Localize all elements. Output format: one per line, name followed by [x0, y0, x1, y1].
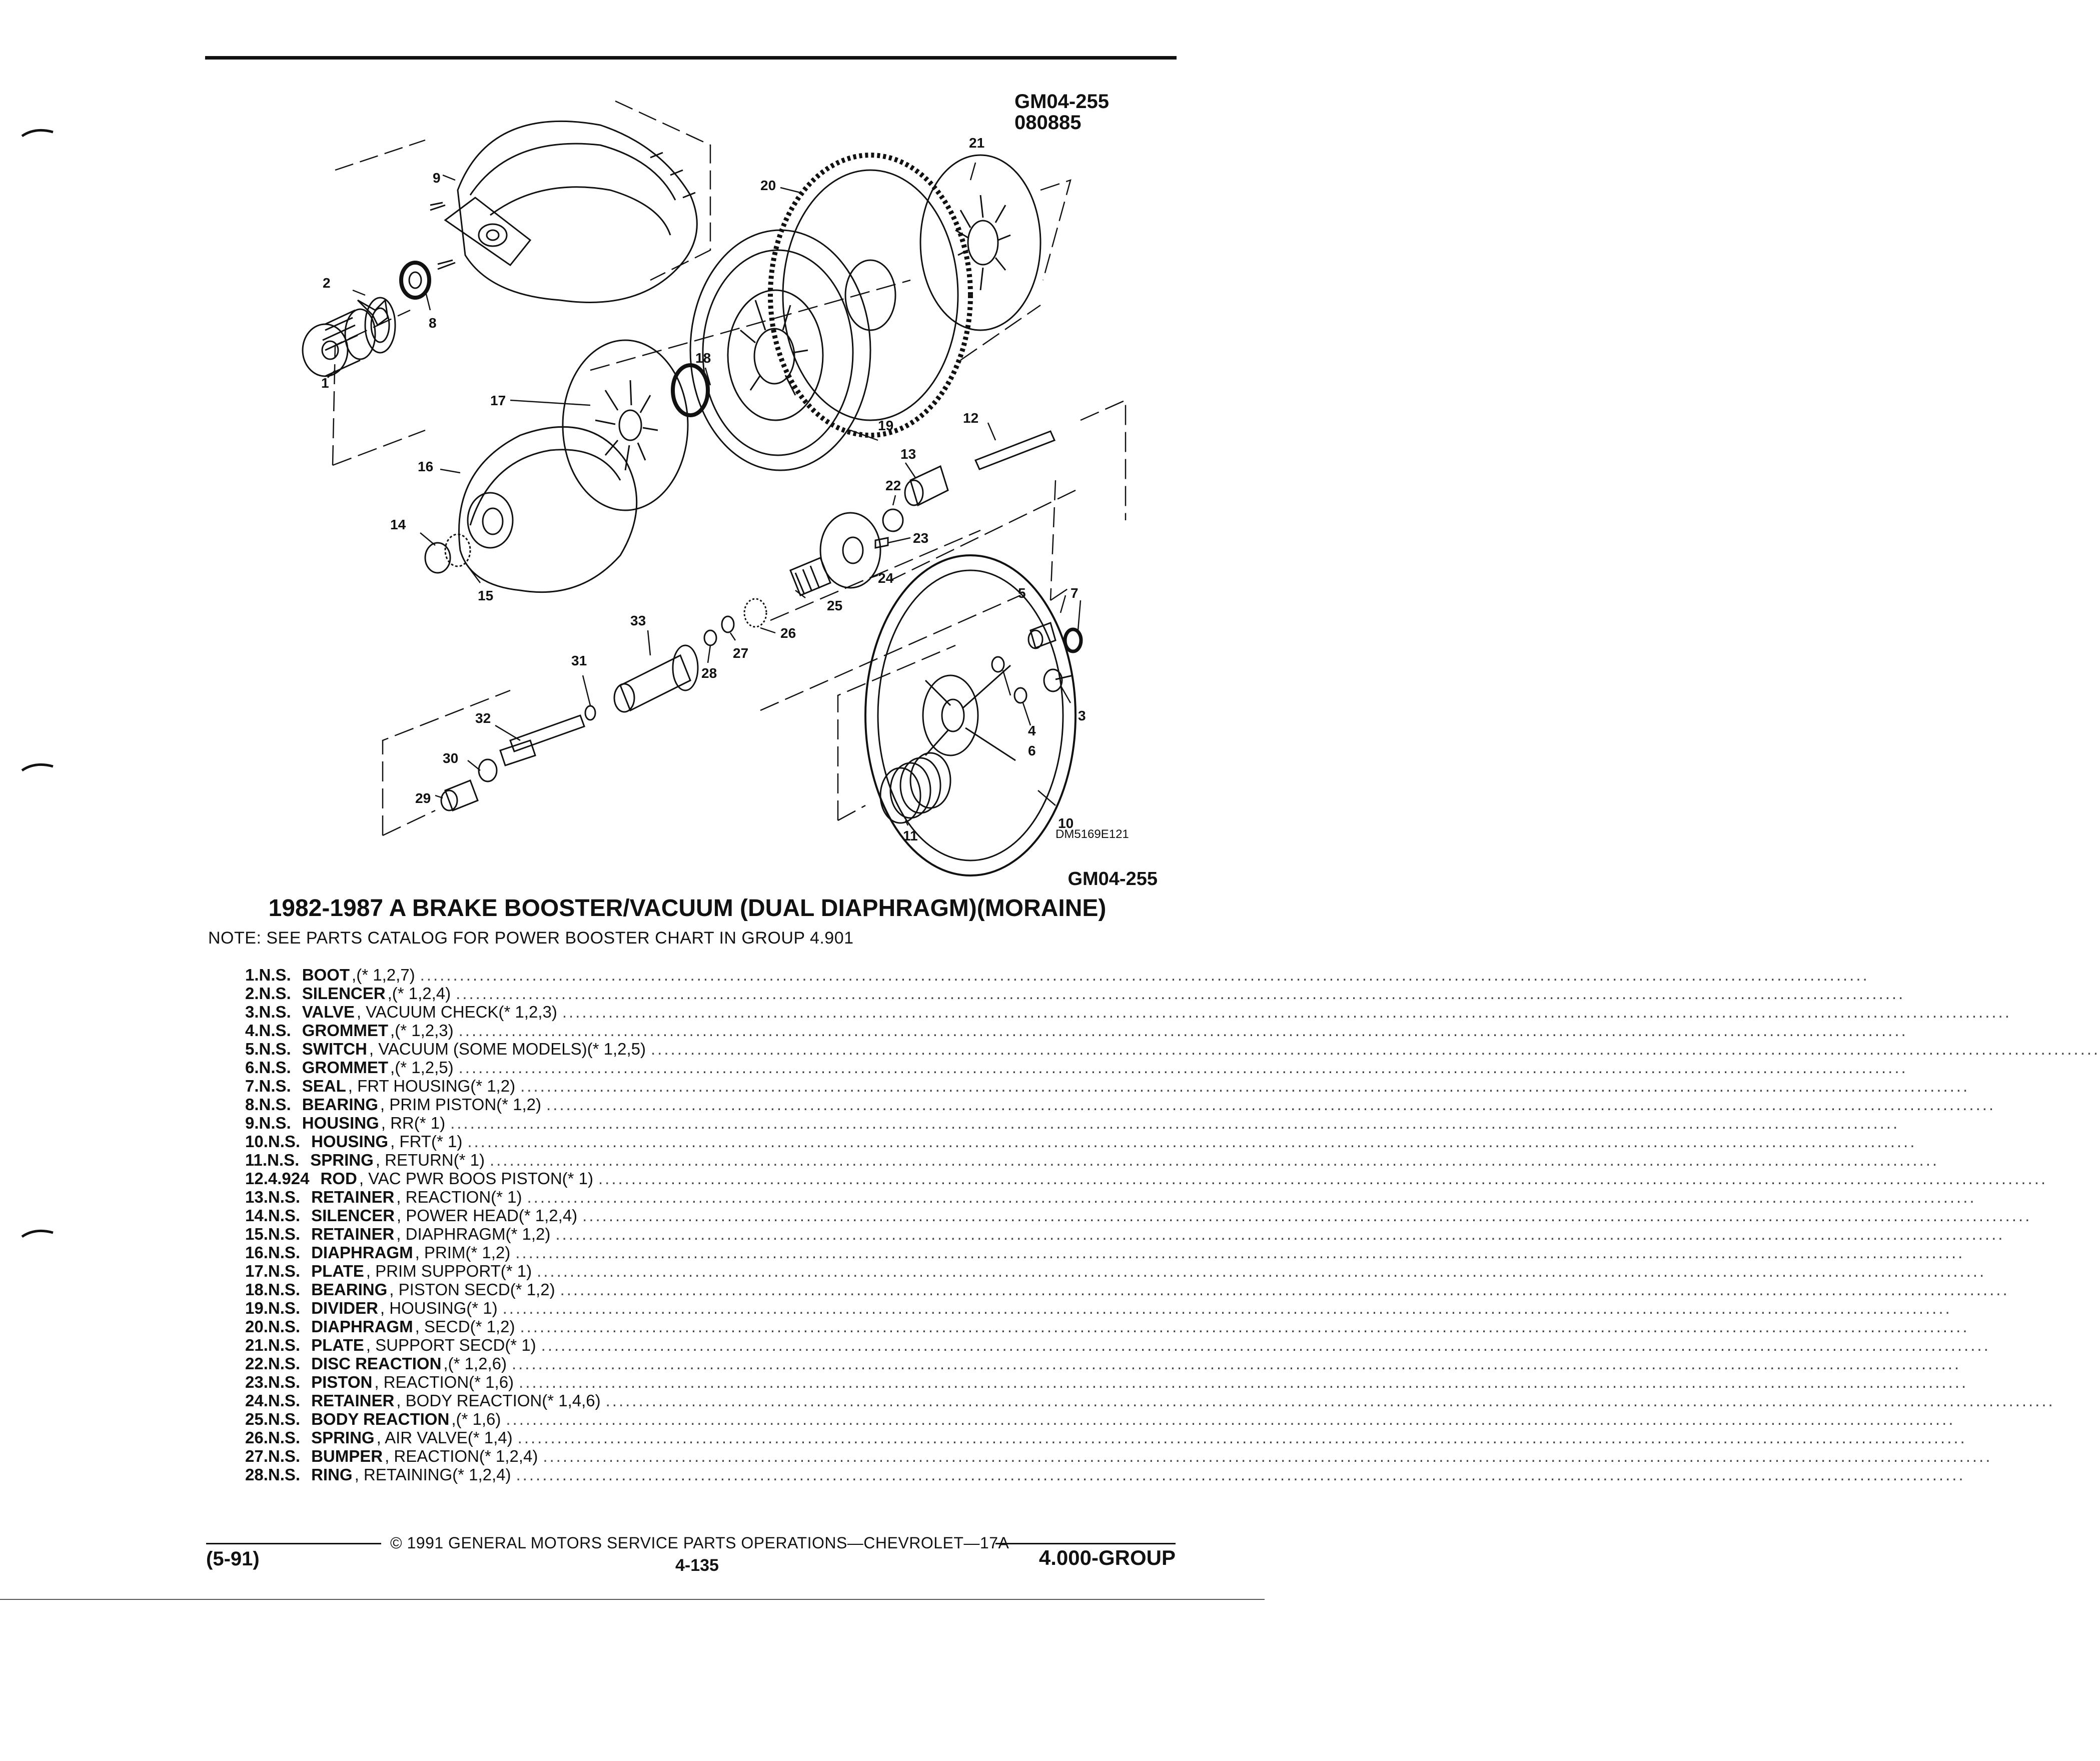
- dot-leader: ............................................................................................................................................................................................................................: [515, 1243, 1965, 1262]
- part-row: [245, 1280, 2009, 1299]
- callout-10: 10: [1058, 815, 1074, 831]
- primary-diaphragm: [459, 427, 637, 592]
- parts-list: [245, 966, 2100, 1484]
- footer-page-number: 4-135: [675, 1556, 719, 1575]
- part-index: 11.: [245, 1151, 268, 1169]
- dot-leader: ............................................................................................................................................................................................................................: [467, 1132, 1917, 1151]
- valve-plunger: [500, 715, 584, 765]
- part-number: N.S.: [268, 1465, 301, 1484]
- part-number: N.S.: [268, 1336, 301, 1354]
- top-rule: [205, 56, 1177, 60]
- part-index: 24.: [245, 1391, 268, 1410]
- part-description: ,(* 1,2,3): [390, 1021, 454, 1040]
- diaphragm-group-boundary: [333, 180, 1076, 600]
- part-index: 8.: [245, 1095, 259, 1114]
- part-name: DIVIDER: [311, 1299, 378, 1317]
- part-number: N.S.: [268, 1188, 301, 1206]
- dot-leader: ............................................................................................................................................................................................................................: [506, 1410, 1955, 1428]
- callout-26: 26: [780, 625, 796, 641]
- callout-1: 1: [321, 375, 329, 391]
- part-name: HOUSING: [302, 1114, 379, 1132]
- part-number: N.S.: [268, 1373, 301, 1391]
- callout-25: 25: [827, 598, 843, 613]
- part-number: N.S.: [259, 1021, 291, 1040]
- part-description: ,(* 1,2,6): [443, 1354, 507, 1373]
- part-row: [245, 1299, 1952, 1317]
- part-row: [245, 1003, 2011, 1021]
- secondary-diaphragm: [770, 155, 970, 435]
- dot-leader: ............................................................................................................................................................................................................................: [543, 1447, 1992, 1465]
- dot-leader: ............................................................................................................................................................................................................................: [555, 1225, 2005, 1243]
- part-description: ,(* 1,2,5): [390, 1058, 454, 1077]
- dot-leader: ............................................................................................................................................................................................................................: [651, 1040, 2100, 1058]
- part-description: , AIR VALVE(* 1,4): [376, 1428, 513, 1447]
- part-index: 9.: [245, 1114, 259, 1132]
- callout-2: 2: [323, 275, 331, 291]
- part-index: 28.: [245, 1465, 268, 1484]
- footer-group: 4.000-GROUP: [1038, 1546, 1176, 1569]
- part-name: SILENCER: [311, 1206, 395, 1225]
- valve-ring: [585, 706, 595, 720]
- part-name: SILENCER: [302, 984, 386, 1003]
- part-index: 25.: [245, 1410, 268, 1428]
- part-row: [245, 1058, 1908, 1077]
- part-index: 17.: [245, 1262, 268, 1280]
- dot-leader: ............................................................................................................................................................................................................................: [520, 1317, 1969, 1336]
- part-name: PISTON: [311, 1373, 373, 1391]
- part-name: BOOT: [302, 966, 350, 984]
- illustration-caption-code: GM04-255: [1068, 868, 1158, 890]
- dot-leader: ............................................................................................................................................................................................................................: [420, 966, 1869, 984]
- callout-16: 16: [418, 459, 434, 474]
- part-description: , PRIM PISTON(* 1,2): [380, 1095, 542, 1114]
- part-number: N.S.: [259, 1003, 291, 1021]
- dot-leader: ............................................................................................................................................................................................................................: [598, 1169, 2048, 1188]
- body-reaction: [790, 558, 830, 595]
- callout-17: 17: [490, 393, 506, 408]
- part-row: [245, 1151, 1939, 1169]
- part-name: SWITCH: [302, 1040, 367, 1058]
- callout-9: 9: [433, 170, 441, 186]
- callout-15: 15: [478, 588, 494, 603]
- footer-rule-left: [206, 1543, 381, 1544]
- reaction-disc: [883, 509, 903, 531]
- secondary-support-plate: [920, 155, 1040, 330]
- part-number: N.S.: [268, 1206, 301, 1225]
- part-number: N.S.: [268, 1428, 301, 1447]
- dot-leader: ............................................................................................................................................................................................................................: [519, 1373, 1968, 1391]
- part-row: [245, 1040, 2100, 1058]
- part-number: N.S.: [259, 1095, 291, 1114]
- callout-31: 31: [571, 653, 587, 668]
- part-name: HOUSING: [311, 1132, 389, 1151]
- dot-leader: ............................................................................................................................................................................................................................: [516, 1465, 1965, 1484]
- part-description: , DIAPHRAGM(* 1,2): [396, 1225, 551, 1243]
- callout-23: 23: [913, 530, 929, 546]
- rear-housing: [430, 121, 697, 302]
- boot-and-silencer: [303, 298, 395, 376]
- valve-filter: [441, 780, 478, 810]
- part-number: N.S.: [268, 1280, 301, 1299]
- margin-mark-1: [20, 125, 55, 140]
- part-number: N.S.: [268, 1225, 301, 1243]
- part-row: [245, 1095, 1996, 1114]
- part-number: N.S.: [268, 1243, 301, 1262]
- part-description: ,(* 1,2,7): [352, 966, 415, 984]
- vacuum-check-valve: [1044, 669, 1073, 691]
- part-name: DIAPHRAGM: [311, 1243, 413, 1262]
- check-valve-grommet: [1014, 688, 1026, 703]
- callout-22: 22: [885, 478, 901, 493]
- callout-4: 4: [1028, 723, 1036, 738]
- part-name: VALVE: [302, 1003, 355, 1021]
- front-seal: [1065, 629, 1081, 651]
- part-row: [245, 966, 1869, 984]
- part-row: [245, 1317, 1969, 1336]
- part-description: , REACTION(* 1): [396, 1188, 522, 1206]
- part-name: BUMPER: [311, 1447, 383, 1465]
- dot-leader: ............................................................................................................................................................................................................................: [458, 1058, 1908, 1077]
- part-name: BEARING: [311, 1280, 388, 1299]
- part-number: N.S.: [268, 1447, 301, 1465]
- part-row: [245, 1465, 1965, 1484]
- part-number: N.S.: [259, 1040, 291, 1058]
- dot-leader: ............................................................................................................................................................................................................................: [546, 1095, 1996, 1114]
- part-name: RETAINER: [311, 1225, 395, 1243]
- part-name: RETAINER: [311, 1391, 395, 1410]
- part-index: 19.: [245, 1299, 268, 1317]
- part-index: 20.: [245, 1317, 268, 1336]
- callout-13: 13: [900, 446, 916, 462]
- part-index: 27.: [245, 1447, 268, 1465]
- callout-24: 24: [878, 570, 894, 586]
- part-row: [245, 1354, 1961, 1373]
- part-description: , RR(* 1): [381, 1114, 446, 1132]
- secondary-piston-bearing: [673, 365, 708, 415]
- dot-leader: ............................................................................................................................................................................................................................: [502, 1299, 1952, 1317]
- return-spring: [880, 753, 950, 823]
- callout-19: 19: [878, 418, 894, 433]
- callout-8: 8: [429, 315, 437, 331]
- callout-30: 30: [443, 750, 459, 766]
- housing-divider: [690, 230, 870, 470]
- valve-silencer: [479, 759, 497, 781]
- valve-housing: [614, 645, 698, 712]
- callout-12: 12: [963, 410, 979, 426]
- dot-leader: ............................................................................................................................................................................................................................: [456, 984, 1905, 1003]
- callout-27: 27: [733, 645, 749, 661]
- part-row: [245, 1243, 1965, 1262]
- part-index: 12.: [245, 1169, 268, 1188]
- part-name: SEAL: [302, 1077, 346, 1095]
- margin-mark-3: [20, 1226, 55, 1241]
- part-description: , VACUUM (SOME MODELS)(* 1,2,5): [369, 1040, 646, 1058]
- reaction-piston: [875, 538, 888, 548]
- part-index: 10.: [245, 1132, 268, 1151]
- part-name: GROMMET: [302, 1021, 389, 1040]
- part-index: 15.: [245, 1225, 268, 1243]
- part-row: [245, 1410, 1955, 1428]
- callout-20: 20: [760, 178, 776, 193]
- front-housing: [865, 555, 1076, 875]
- part-number: N.S.: [268, 1317, 301, 1336]
- figure-code: GM04-255: [1014, 91, 1109, 113]
- part-number: N.S.: [268, 1391, 301, 1410]
- callout-28: 28: [701, 665, 717, 681]
- part-index: 3.: [245, 1003, 259, 1021]
- part-description: , REACTION(* 1,2,4): [385, 1447, 538, 1465]
- part-row: [245, 1262, 1986, 1280]
- callout-14: 14: [390, 517, 406, 532]
- part-number: N.S.: [259, 984, 291, 1003]
- part-number: N.S.: [259, 1058, 291, 1077]
- part-description: , BODY REACTION(* 1,4,6): [396, 1391, 601, 1410]
- part-row: [245, 1225, 2005, 1243]
- dot-leader: ............................................................................................................................................................................................................................: [582, 1206, 2032, 1225]
- primary-support-plate: [563, 340, 688, 510]
- part-description: , RETURN(* 1): [375, 1151, 485, 1169]
- part-number: 4.924: [268, 1169, 310, 1188]
- part-row: [245, 1188, 1976, 1206]
- dot-leader: ............................................................................................................................................................................................................................: [605, 1391, 2055, 1410]
- part-row: [245, 1391, 2055, 1410]
- part-name: PLATE: [311, 1262, 364, 1280]
- callout-33: 33: [630, 613, 646, 628]
- part-number: N.S.: [268, 1262, 301, 1280]
- part-number: N.S.: [268, 1132, 301, 1151]
- dot-leader: ............................................................................................................................................................................................................................: [527, 1188, 1976, 1206]
- callout-18: 18: [695, 350, 711, 366]
- part-name: GROMMET: [302, 1058, 389, 1077]
- date-code: 080885: [1014, 112, 1082, 134]
- footer-rule-right: [995, 1543, 1176, 1544]
- part-index: 13.: [245, 1188, 268, 1206]
- part-name: RING: [311, 1465, 353, 1484]
- leader-lines: [328, 163, 1081, 825]
- part-row: [245, 1021, 1908, 1040]
- dot-leader: ............................................................................................................................................................................................................................: [537, 1262, 1986, 1280]
- part-description: , REACTION(* 1,6): [374, 1373, 514, 1391]
- bottom-scan-edge: [0, 1599, 1265, 1600]
- part-row: [245, 1077, 1970, 1095]
- part-number: N.S.: [268, 1354, 301, 1373]
- callout-21: 21: [969, 135, 985, 151]
- part-name: RETAINER: [311, 1188, 395, 1206]
- air-valve-spring: [744, 599, 766, 627]
- primary-piston-bearing: [401, 263, 429, 298]
- exploded-view-illustration: [210, 90, 1191, 860]
- part-index: 14.: [245, 1206, 268, 1225]
- part-description: , RETAINING(* 1,2,4): [354, 1465, 511, 1484]
- dot-leader: ............................................................................................................................................................................................................................: [541, 1336, 1990, 1354]
- part-description: ,(* 1,2,4): [387, 984, 451, 1003]
- part-description: ,(* 1,6): [451, 1410, 501, 1428]
- drawing-number: DM5169E121: [1056, 827, 1129, 841]
- part-row: [245, 1336, 1990, 1354]
- part-number: N.S.: [259, 1114, 291, 1132]
- part-row: [245, 984, 1905, 1003]
- part-index: 2.: [245, 984, 259, 1003]
- dot-leader: ............................................................................................................................................................................................................................: [489, 1151, 1939, 1169]
- part-index: 7.: [245, 1077, 259, 1095]
- part-row: [245, 1114, 1900, 1132]
- switch-grommet: [992, 657, 1004, 672]
- dot-leader: ............................................................................................................................................................................................................................: [562, 1003, 2011, 1021]
- body-reaction-retainer: [820, 513, 880, 588]
- footer-copyright: © 1991 GENERAL MOTORS SERVICE PARTS OPERATIONS—CHEVROLET—17A: [390, 1534, 1009, 1552]
- dot-leader: ............................................................................................................................................................................................................................: [520, 1077, 1970, 1095]
- part-description: , PISTON SECD(* 1,2): [389, 1280, 555, 1299]
- dot-leader: ............................................................................................................................................................................................................................: [560, 1280, 2009, 1299]
- push-rod: [975, 431, 1055, 469]
- part-name: PLATE: [311, 1336, 364, 1354]
- part-index: 1.: [245, 966, 259, 984]
- part-index: 5.: [245, 1040, 259, 1058]
- retaining-ring: [704, 630, 716, 645]
- part-description: , PRIM SUPPORT(* 1): [366, 1262, 532, 1280]
- part-name: BODY REACTION: [311, 1410, 450, 1428]
- part-index: 21.: [245, 1336, 268, 1354]
- callout-6: 6: [1028, 743, 1036, 758]
- part-description: , POWER HEAD(* 1,2,4): [396, 1206, 578, 1225]
- part-index: 18.: [245, 1280, 268, 1299]
- catalog-note: NOTE: SEE PARTS CATALOG FOR POWER BOOSTER CHART IN GROUP 4.901: [208, 929, 854, 948]
- callout-7: 7: [1071, 585, 1079, 601]
- margin-mark-2: [20, 759, 55, 774]
- part-number: N.S.: [259, 1077, 291, 1095]
- part-index: 26.: [245, 1428, 268, 1447]
- part-name: SPRING: [311, 1428, 375, 1447]
- part-name: DISC REACTION: [311, 1354, 442, 1373]
- dot-leader: ............................................................................................................................................................................................................................: [450, 1114, 1900, 1132]
- part-description: , FRT(* 1): [390, 1132, 463, 1151]
- part-row: [245, 1373, 1968, 1391]
- part-description: , SUPPORT SECD(* 1): [366, 1336, 536, 1354]
- page-title: 1982-1987 A BRAKE BOOSTER/VACUUM (DUAL DIAPHRAGM)(MORAINE): [268, 895, 1107, 922]
- callout-3: 3: [1078, 708, 1086, 723]
- part-description: , VACUUM CHECK(* 1,2,3): [356, 1003, 557, 1021]
- part-number: N.S.: [268, 1299, 301, 1317]
- part-row: [245, 1428, 1967, 1447]
- callout-11: 11: [903, 828, 918, 843]
- part-name: SPRING: [310, 1151, 374, 1169]
- part-number: N.S.: [268, 1410, 301, 1428]
- part-number: N.S.: [259, 966, 291, 984]
- part-description: , SECD(* 1,2): [415, 1317, 515, 1336]
- part-name: DIAPHRAGM: [311, 1317, 413, 1336]
- footer-revision-date: (5-91): [206, 1548, 260, 1570]
- part-row: [245, 1132, 1917, 1151]
- dot-leader: ............................................................................................................................................................................................................................: [517, 1428, 1967, 1447]
- part-row: [245, 1169, 2048, 1188]
- part-name: BEARING: [302, 1095, 378, 1114]
- callout-32: 32: [475, 710, 491, 726]
- reaction-bumper: [722, 616, 734, 632]
- callout-29: 29: [415, 790, 431, 806]
- part-row: [245, 1206, 2032, 1225]
- part-description: , HOUSING(* 1): [380, 1299, 498, 1317]
- part-description: , VAC PWR BOOS PISTON(* 1): [359, 1169, 593, 1188]
- part-index: 4.: [245, 1021, 259, 1040]
- part-description: , PRIM(* 1,2): [415, 1243, 511, 1262]
- part-row: [245, 1447, 1992, 1465]
- part-number: N.S.: [267, 1151, 300, 1169]
- part-index: 6.: [245, 1058, 259, 1077]
- part-description: , FRT HOUSING(* 1,2): [348, 1077, 516, 1095]
- part-index: 16.: [245, 1243, 268, 1262]
- part-index: 22.: [245, 1354, 268, 1373]
- dot-leader: ............................................................................................................................................................................................................................: [458, 1021, 1908, 1040]
- dot-leader: ............................................................................................................................................................................................................................: [511, 1354, 1961, 1373]
- part-name: ROD: [320, 1169, 357, 1188]
- part-index: 23.: [245, 1373, 268, 1391]
- rear-housing-boundary: [335, 101, 710, 280]
- callout-5: 5: [1018, 585, 1026, 601]
